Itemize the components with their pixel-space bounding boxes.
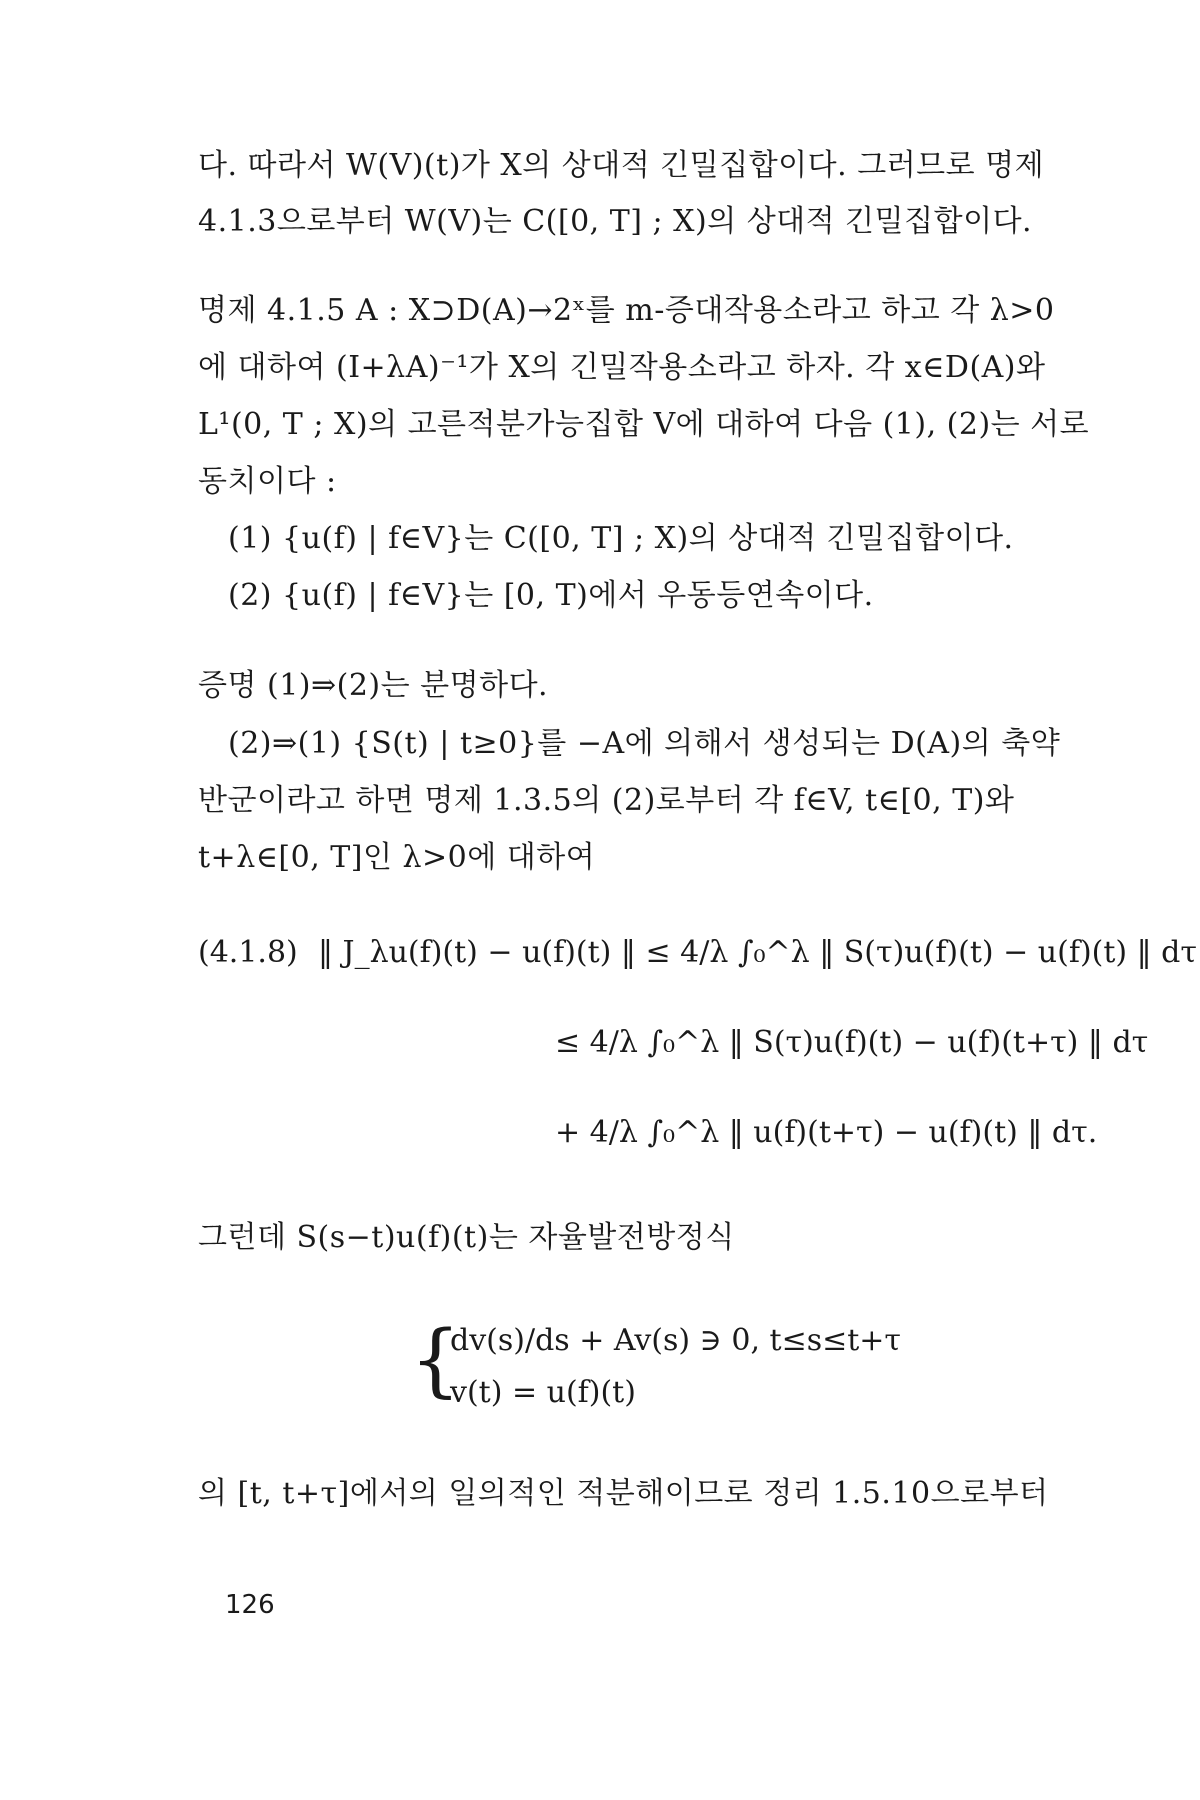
text-line: 다. 따라서 W(V)(t)가 X의 상대적 긴밀집합이다. 그러므로 명제 [198, 148, 1045, 183]
text-line: t+λ∈[0, T]인 λ>0에 대하여 [198, 840, 596, 875]
system-brace: { [410, 1313, 461, 1406]
text-line: 동치이다 : [198, 464, 337, 499]
system-row: v(t) = u(f)(t) [450, 1375, 636, 1410]
text-line: 4.1.3으로부터 W(V)는 C([0, T] ; X)의 상대적 긴밀집합이다. [198, 204, 1033, 239]
proposition-heading: 명제 4.1.5 A : X⊃D(A)→2ˣ를 m-증대작용소라고 하고 각 λ>0 [198, 293, 1055, 328]
system-row: dv(s)/ds + Av(s) ∋ 0, t≤s≤t+τ [450, 1323, 902, 1358]
text-line: 그런데 S(s−t)u(f)(t)는 자율발전방정식 [198, 1220, 735, 1255]
proposition-item-2: (2) {u(f) | f∈V}는 [0, T)에서 우동등연속이다. [228, 578, 874, 613]
text-line: (2)⇒(1) {S(t) | t≥0}를 −A에 의해서 생성되는 D(A)의 축약 [228, 726, 1061, 761]
proof-heading: 증명 (1)⇒(2)는 분명하다. [198, 668, 549, 703]
page-number: 126 [225, 1590, 275, 1620]
text-line: 에 대하여 (I+λA)⁻¹가 X의 긴밀작용소라고 하자. 각 x∈D(A)와 [198, 350, 1046, 385]
text-line: 반군이라고 하면 명제 1.3.5의 (2)로부터 각 f∈V, t∈[0, T)와 [198, 783, 1015, 818]
equation-row: ≤ 4/λ ∫₀^λ ‖ S(τ)u(f)(t) − u(f)(t+τ) ‖ dτ [555, 1025, 1149, 1060]
equation-row: ‖ J_λu(f)(t) − u(f)(t) ‖ ≤ 4/λ ∫₀^λ ‖ S(τ)u(f)(t) − u(f)(t) ‖ dτ [318, 935, 1197, 970]
equation-row: + 4/λ ∫₀^λ ‖ u(f)(t+τ) − u(f)(t) ‖ dτ. [555, 1115, 1098, 1150]
proposition-item-1: (1) {u(f) | f∈V}는 C([0, T] ; X)의 상대적 긴밀집합이다. [228, 521, 1014, 556]
text-line: 의 [t, t+τ]에서의 일의적인 적분해이므로 정리 1.5.10으로부터 [198, 1476, 1049, 1511]
text-line: L¹(0, T ; X)의 고른적분가능집합 V에 대하여 다음 (1), (2)는 서로 [198, 407, 1090, 442]
equation-label: (4.1.8) [198, 935, 298, 970]
